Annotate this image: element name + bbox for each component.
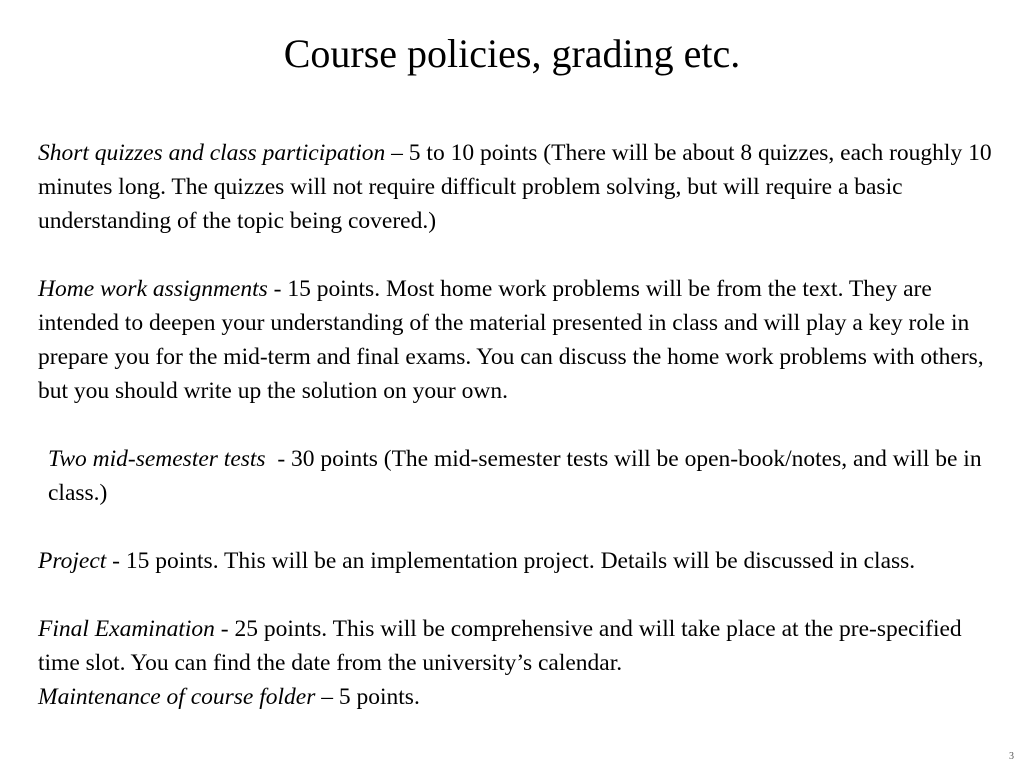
policy-separator: - — [214, 616, 235, 642]
policy-description: 5 to 10 points (There will be about 8 quizzes, each roughly 10 minutes long. The quizzes will not require difficult problem solving, but will require a basic understanding of the topic being covered.) — [38, 140, 992, 234]
policy-description: 30 points (The mid-semester tests will be open-book/notes, and will be in class.) — [48, 446, 982, 506]
policy-term: Project — [38, 548, 107, 574]
policy-item-midterms — [38, 442, 996, 510]
policy-separator: – — [315, 684, 339, 710]
policy-item-project — [38, 544, 996, 578]
policy-description: 15 points. Most home work problems will be from the text. They are intended to deepen your understanding of the material presented in class and will play a key role in prepare you for the mid-term and final exams. You can discuss the home work problems with others, but you should write up the solution on your own. — [38, 276, 984, 404]
policy-item-final-exam — [38, 612, 996, 680]
policy-term: Final Examination — [38, 616, 215, 642]
page-number: 3 — [1009, 751, 1014, 762]
policy-description: 15 points. This will be an implementation project. Details will be discussed in class. — [125, 548, 916, 574]
policy-item-homework — [38, 272, 996, 408]
policy-term: Maintenance of course folder — [38, 684, 316, 710]
slide-title: Course policies, grading etc. — [283, 31, 741, 76]
grading-policy-list — [38, 136, 996, 714]
policy-term: Short quizzes and class participation — [38, 140, 386, 166]
policy-description: 25 points. This will be comprehensive and will take place at the pre-specified time slot. You can find the date from the university’s calendar. — [38, 616, 962, 676]
policy-description: 5 points. — [338, 684, 420, 710]
policy-item-quizzes — [38, 136, 996, 238]
policy-term: Two mid-semester tests — [48, 446, 266, 472]
policy-separator: - — [265, 446, 292, 472]
policy-separator: – — [385, 140, 409, 166]
policy-separator: - — [106, 548, 126, 574]
policy-term: Home work assignments — [38, 276, 268, 302]
policy-item-course-folder — [38, 680, 996, 714]
policy-separator: - — [267, 276, 288, 302]
